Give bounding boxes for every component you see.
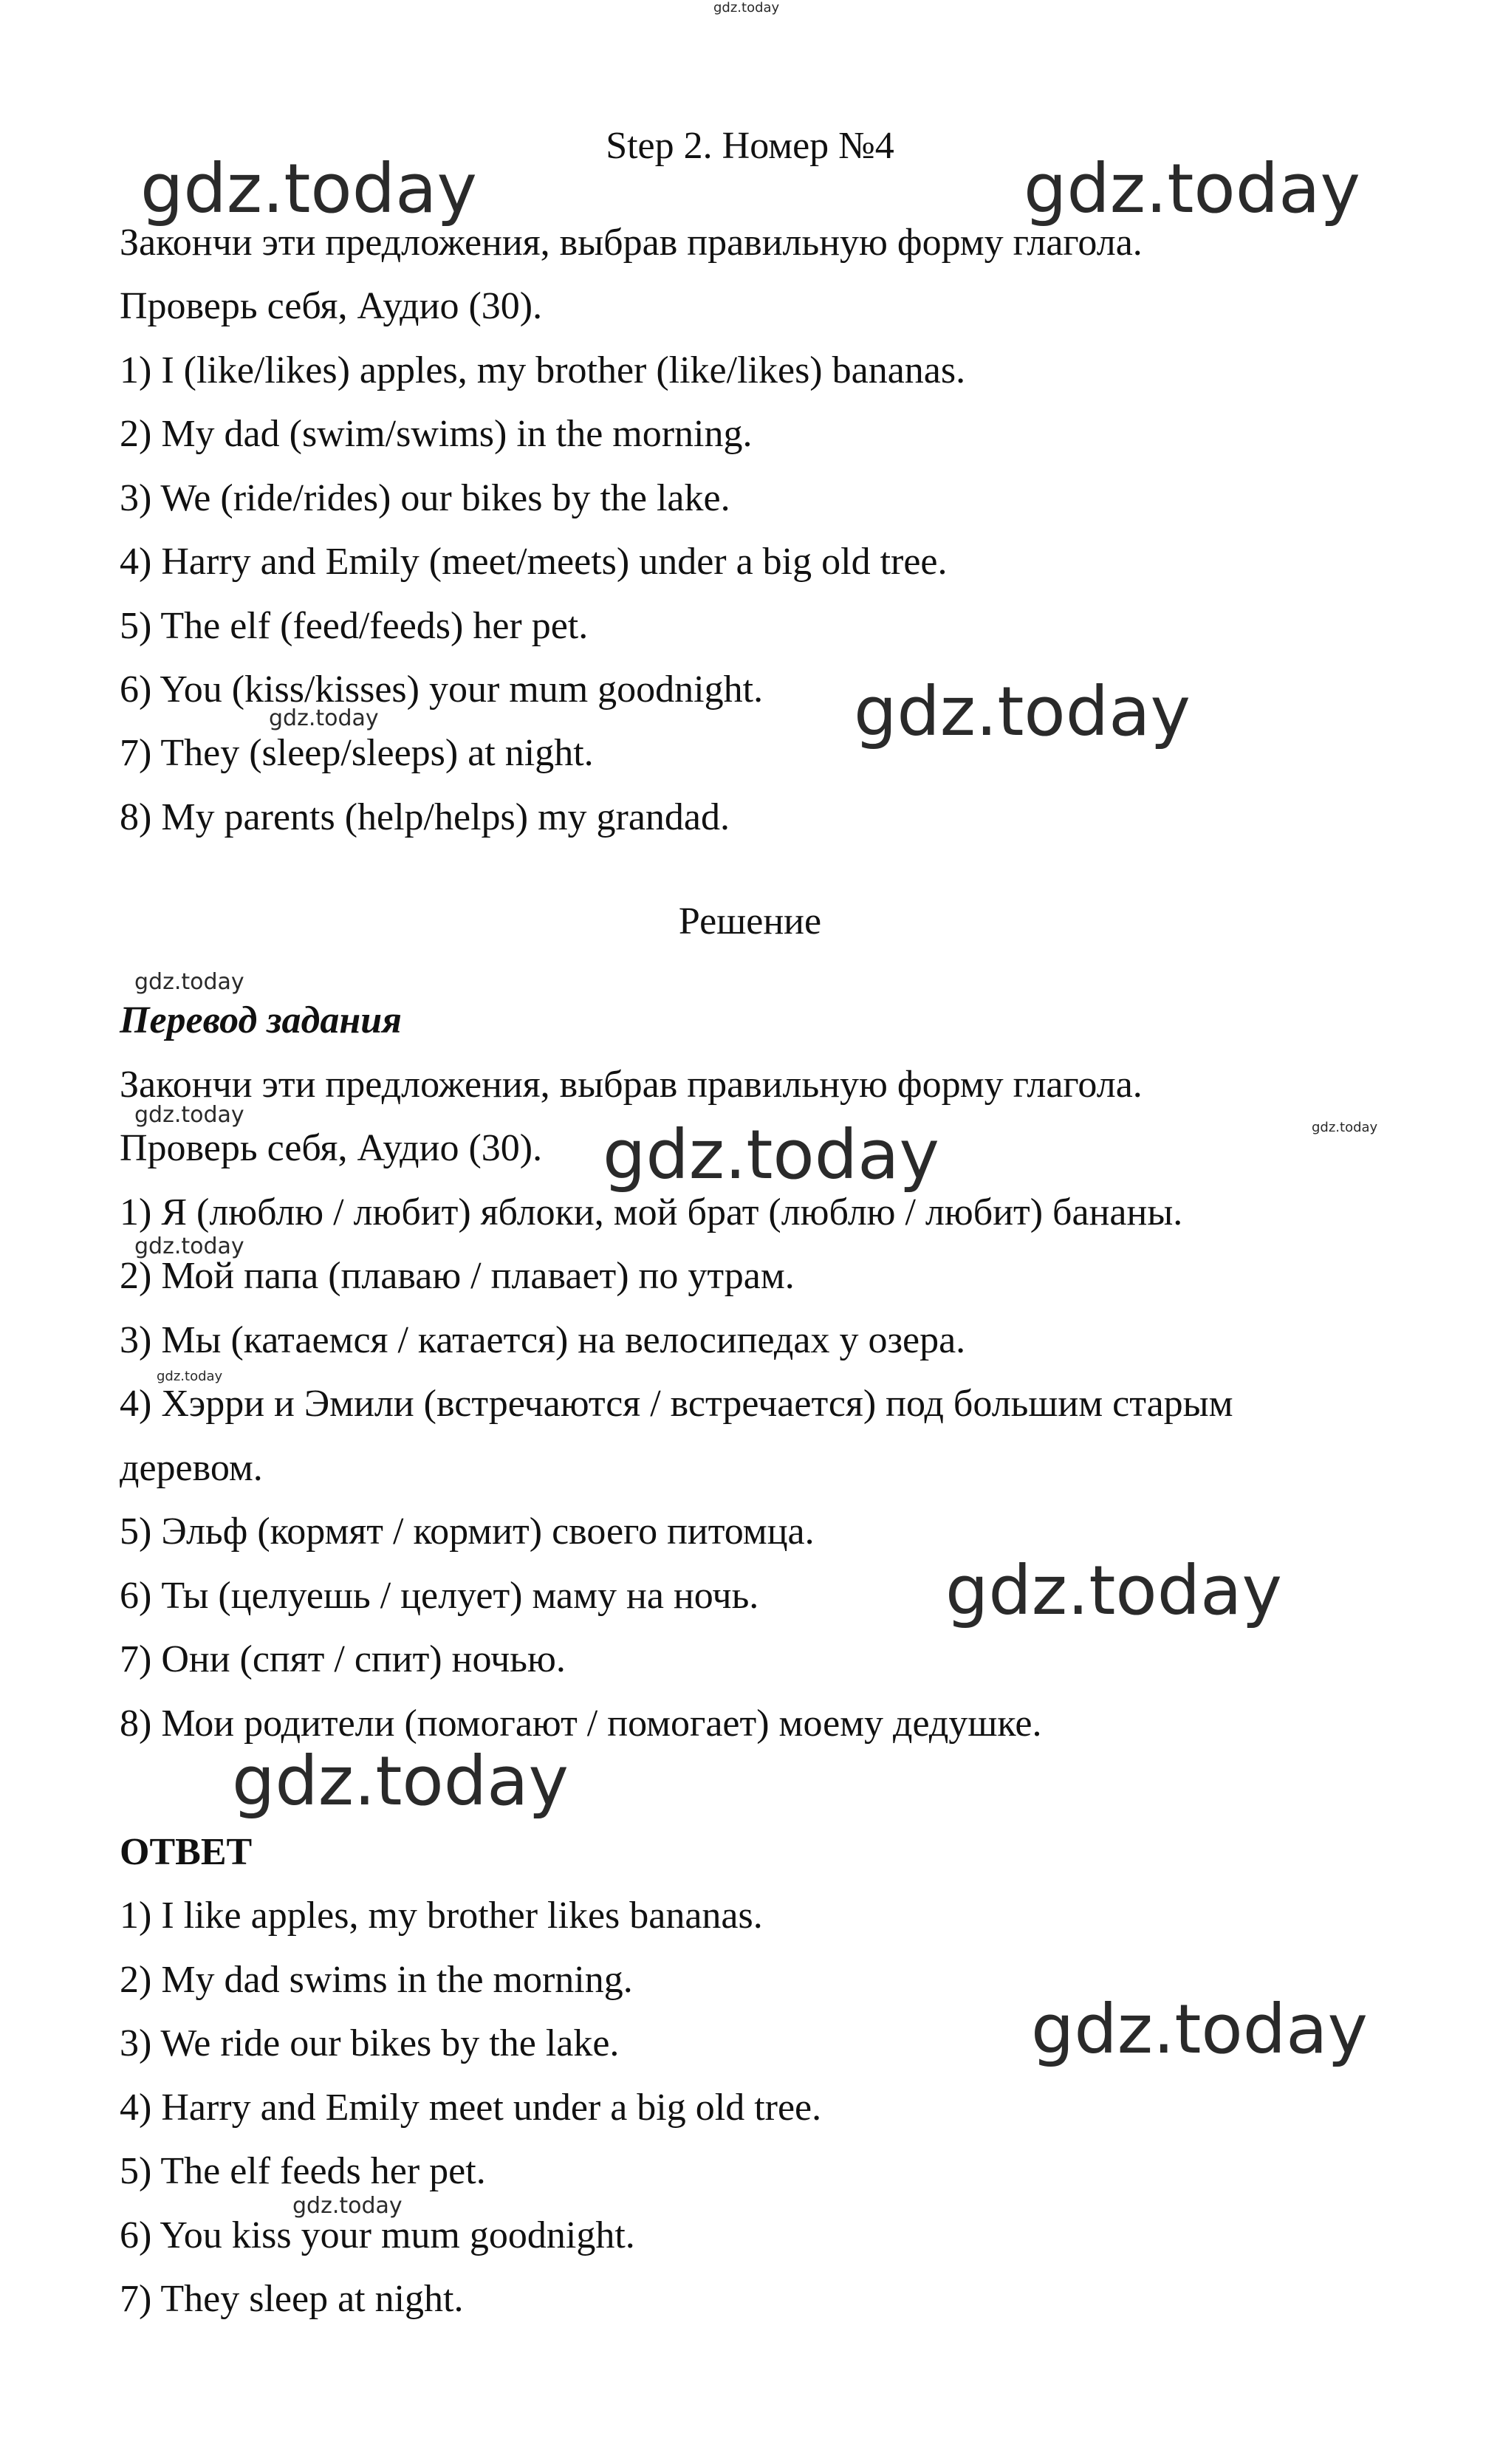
watermark: gdz.today <box>1031 1990 1368 2069</box>
task-item: 1) I (like/likes) apples, my brother (like/likes) bananas. <box>120 349 966 391</box>
watermark: gdz.today <box>140 149 477 228</box>
watermark: gdz.today <box>603 1115 939 1194</box>
solution-heading: Решение <box>678 900 822 942</box>
translation-item: 5) Эльф (кормят / кормит) своего питомца. <box>120 1510 815 1553</box>
answer-item: 6) You kiss your mum goodnight. <box>120 2214 635 2256</box>
answer-item: 4) Harry and Emily meet under a big old tree. <box>120 2087 822 2129</box>
watermark: gdz.today <box>854 672 1191 751</box>
task-instruction-1: Закончи эти предложения, выбрав правильную форму глагола. <box>120 222 1143 264</box>
answer-item: 1) I like apples, my brother likes bananas. <box>120 1895 763 1937</box>
translation-item: 3) Мы (катаемся / катается) на велосипедах у озера. <box>120 1319 966 1361</box>
task-item: 8) My parents (help/helps) my grandad. <box>120 796 730 838</box>
watermark: gdz.today <box>1024 149 1360 228</box>
translation-item: 7) Они (спят / спит) ночью. <box>120 1638 566 1680</box>
task-item: 3) We (ride/rides) our bikes by the lake. <box>120 477 730 519</box>
answer-heading: ОТВЕТ <box>120 1831 253 1873</box>
translation-instruction-2: Проверь себя, Аудио (30). <box>120 1127 543 1169</box>
translation-item: 6) Ты (целуешь / целует) маму на ночь. <box>120 1575 759 1617</box>
watermark: gdz.today <box>232 1742 569 1821</box>
watermark: gdz.today <box>713 0 780 16</box>
watermark: gdz.today <box>292 2193 403 2219</box>
watermark: gdz.today <box>1312 1120 1378 1135</box>
translation-item: 2) Мой папа (плаваю / плавает) по утрам. <box>120 1255 795 1297</box>
watermark: gdz.today <box>134 969 244 995</box>
watermark: gdz.today <box>134 1233 244 1259</box>
task-instruction-2: Проверь себя, Аудио (30). <box>120 285 543 327</box>
task-item: 5) The elf (feed/feeds) her pet. <box>120 605 589 647</box>
answer-item: 5) The elf feeds her pet. <box>120 2150 486 2192</box>
translation-item: деревом. <box>120 1447 263 1489</box>
page-title: Step 2. Номер №4 <box>606 125 894 167</box>
translation-item: 8) Мои родители (помогают / помогает) моему дедушке. <box>120 1702 1042 1745</box>
answer-item: 3) We ride our bikes by the lake. <box>120 2022 620 2064</box>
watermark: gdz.today <box>945 1551 1282 1630</box>
answer-item: 7) They sleep at night. <box>120 2278 464 2320</box>
watermark: gdz.today <box>269 705 379 731</box>
watermark: gdz.today <box>134 1102 244 1128</box>
task-item: 7) They (sleep/sleeps) at night. <box>120 732 594 774</box>
translation-item: 4) Хэрри и Эмили (встречаются / встречается) под большим старым <box>120 1383 1233 1425</box>
answer-item: 2) My dad swims in the morning. <box>120 1959 633 2001</box>
task-item: 6) You (kiss/kisses) your mum goodnight. <box>120 668 764 711</box>
watermark: gdz.today <box>157 1369 223 1384</box>
translation-instruction-1: Закончи эти предложения, выбрав правильную форму глагола. <box>120 1064 1143 1106</box>
task-item: 2) My dad (swim/swims) in the morning. <box>120 413 753 455</box>
translation-item: 1) Я (люблю / любит) яблоки, мой брат (люблю / любит) бананы. <box>120 1191 1183 1233</box>
task-item: 4) Harry and Emily (meet/meets) under a big old tree. <box>120 541 948 583</box>
translation-heading: Перевод задания <box>120 999 402 1041</box>
